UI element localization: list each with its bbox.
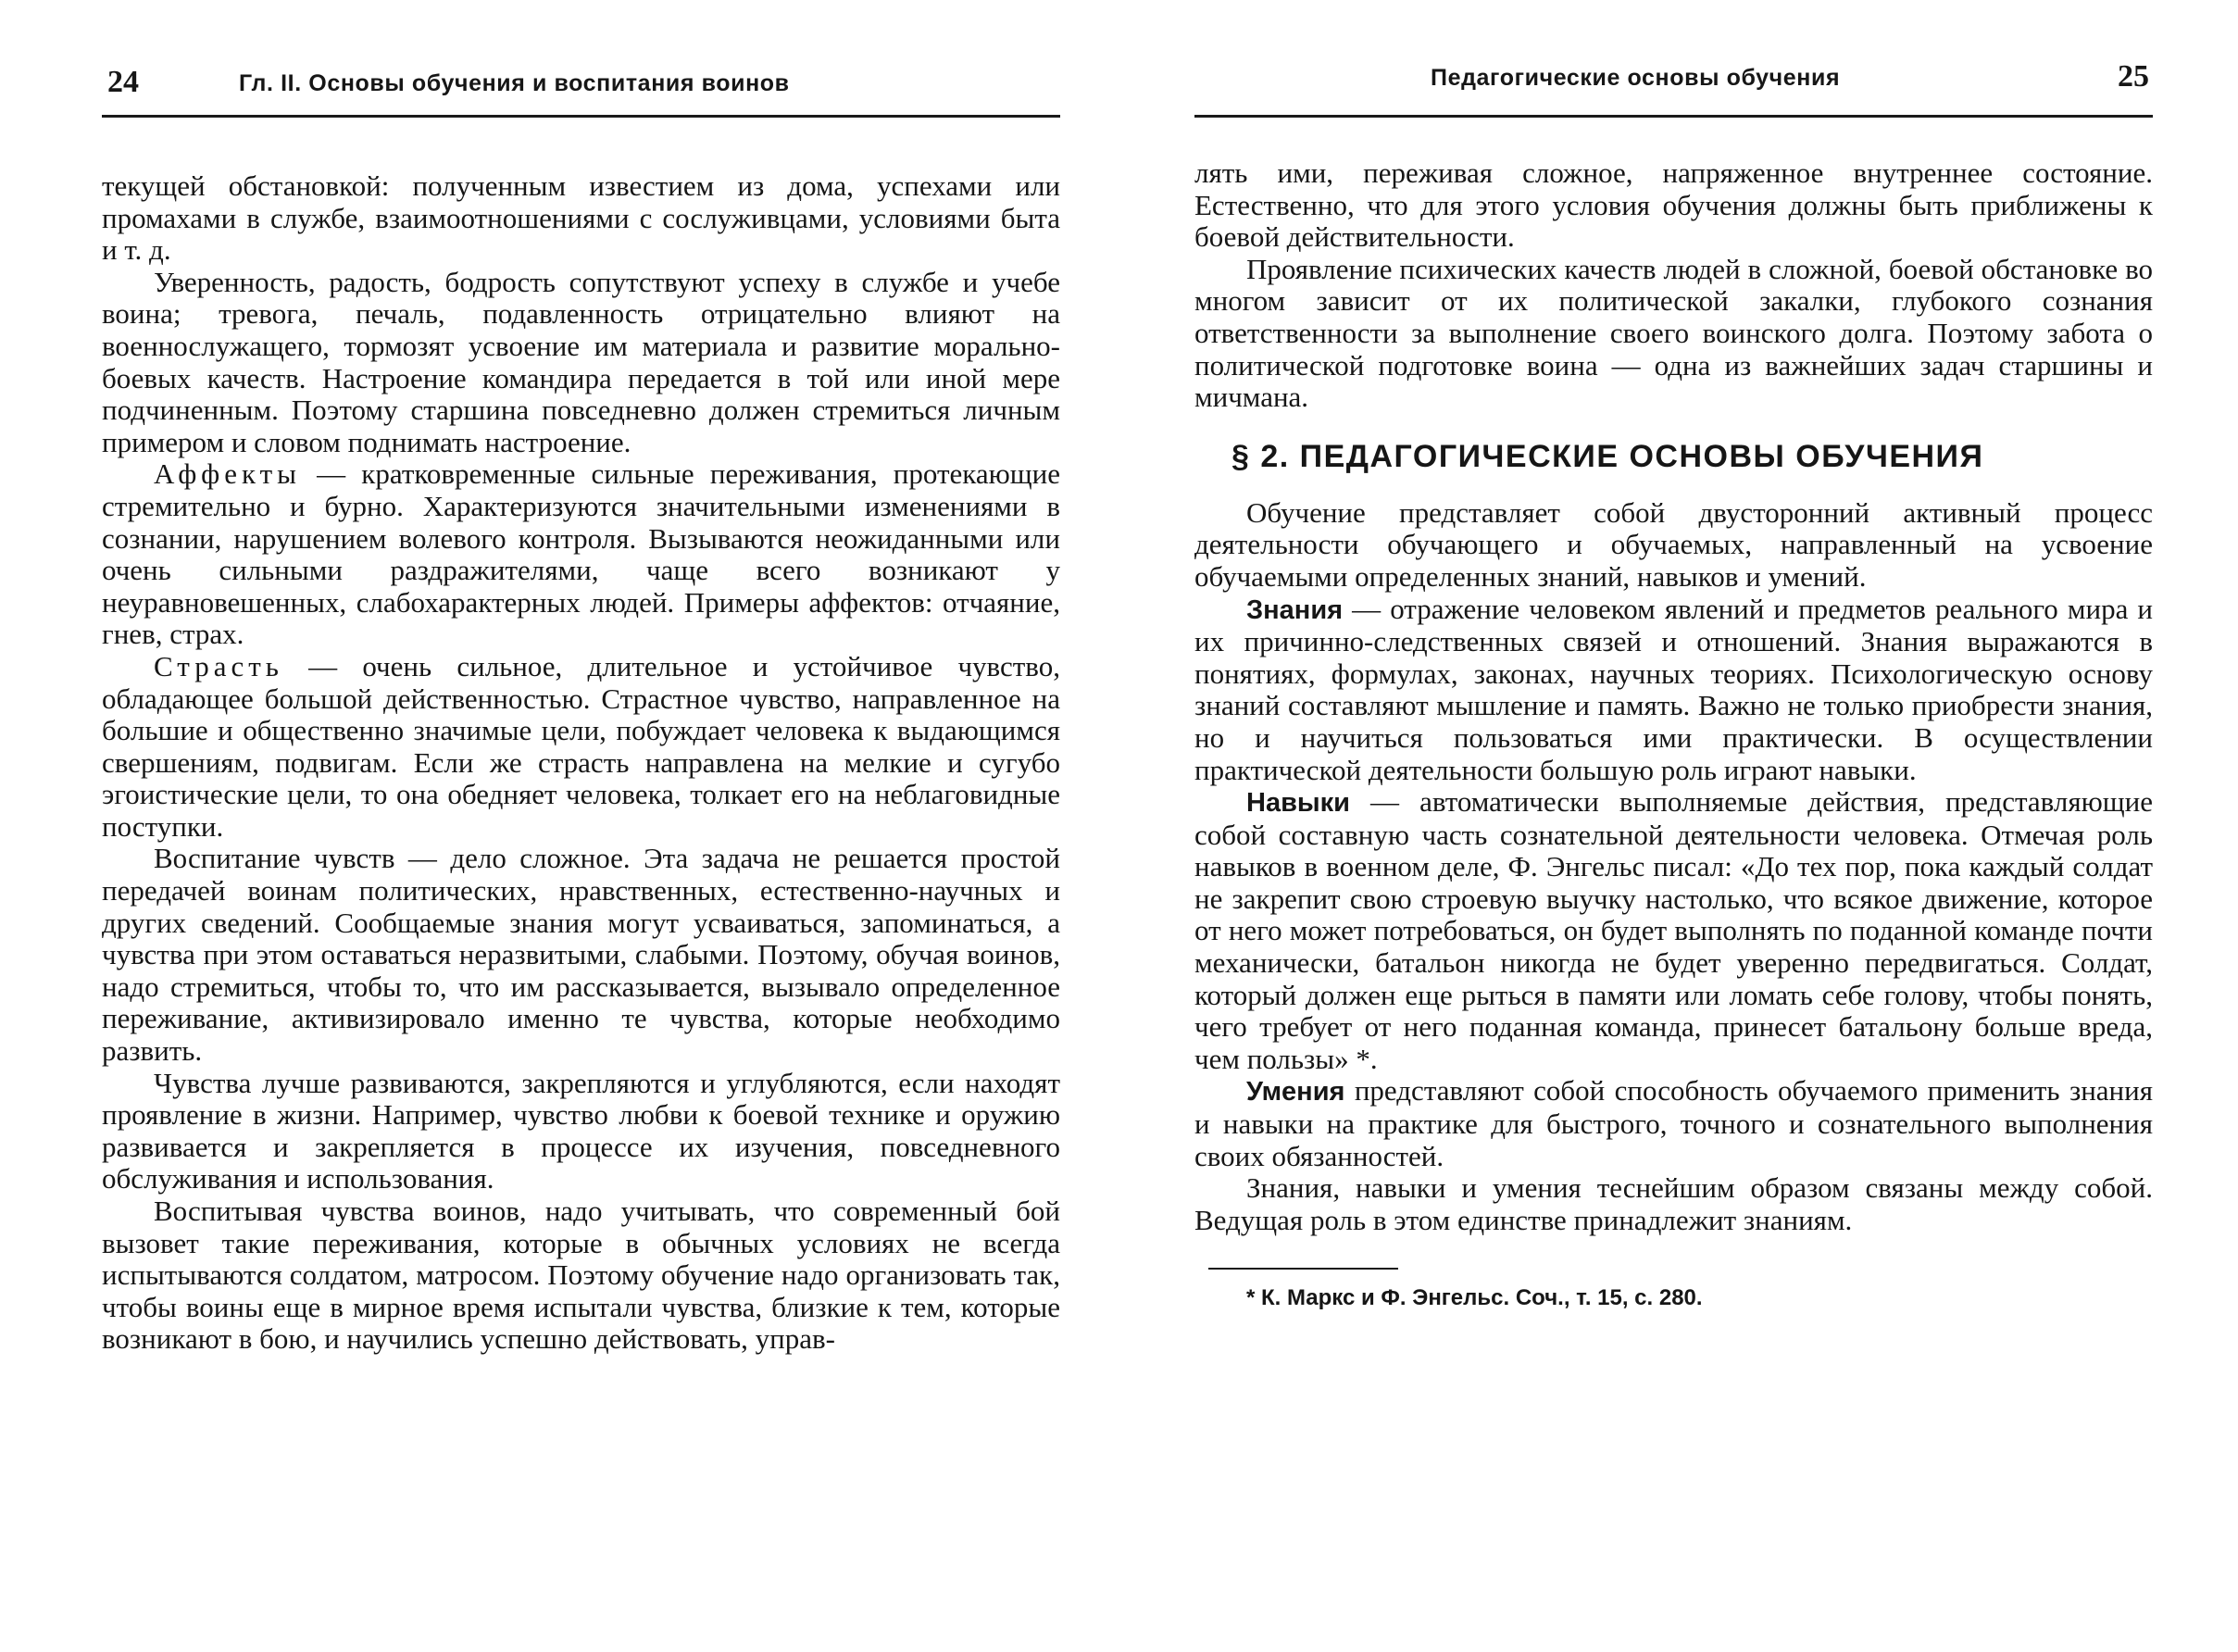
paragraph-text: представляют собой способность обучаемого применить знания и навыки на практике для быстрого, точного и сознательного выполнения своих обязанностей. (1194, 1074, 2153, 1172)
paragraph-text: — кратковременные сильные переживания, протекающие стремительно и бурно. Характеризуются значительными изменениями в сознании, нарушением волевого контроля. Вызываются неожиданными или очень сильными раздражителями, чаще всего возникают у неуравновешенных, слабохарактерных людей. Примеры аффектов: отчаяние, гнев, страх. (102, 457, 1060, 651)
footnote: * К. Маркс и Ф. Энгельс. Соч., т. 15, с. 280. (1246, 1285, 1703, 1311)
term-abilities: Умения (1246, 1077, 1345, 1108)
term-knowledge: Знания (1246, 594, 1344, 625)
paragraph (102, 651, 1060, 844)
term-passion: Страсть (154, 649, 283, 682)
footnote-rule (1208, 1268, 1398, 1270)
left-page-number: 24 (107, 65, 139, 99)
left-running-head (102, 57, 1060, 118)
paragraph-text: — автоматически выполняемые действия, представляющие собой составную часть сознательной деятельности человека. Отмечая роль навыков в военном деле, Ф. Энгельс писал: «До тех пор, пока каждый солдат не закрепит свою строевую выучку настолько, что всякое движение, которое от него может потребоваться, он будет выполнять по поданной команде почти механически, батальон никогда не будет уверенно передвигаться. Солдат, который должен еще рыться в памяти или ломать себе голову, чтобы понять, чего требует от него поданная команда, принесет батальону больше вреда, чем пользы» *. (1194, 785, 2153, 1075)
paragraph (1194, 786, 2153, 1075)
paragraph (1194, 594, 2153, 787)
paragraph: Обучение представляет собой двусторонний активный процесс деятельности обучающего и обучаемых, направленный на усвоение обучаемыми определенных знаний, навыков и умений. (1194, 495, 2153, 593)
left-running-head-title: Гл. II. Основы обучения и воспитания воинов (239, 70, 790, 96)
paragraph: текущей обстановкой: полученным известием из дома, успехами или промахами в службе, взаимоотношениями с сослуживцами, условиями быта и т. д. (102, 169, 1060, 267)
paragraph: Воспитание чувств — дело сложное. Эта задача не решается простой передачей воинам политических, нравственных, естественно-научных и других сведений. Сообщаемые знания могут усваиваться, запоминаться, а чувства при этом оставаться неразвитыми, слабыми. Поэтому, обучая воинов, надо стремиться, чтобы то, что им рассказывается, вызывало определенное переживание, активизировало именно те чувства, которые необходимо развить. (102, 842, 1060, 1068)
right-running-head (1194, 57, 2153, 118)
right-page (1194, 0, 2153, 1652)
paragraph: лять ими, переживая сложное, напряженное внутреннее состояние. Естественно, что для этого условия обучения должны быть приближены к боевой действительности. (1194, 156, 2153, 254)
right-page-number: 25 (2118, 59, 2149, 94)
paragraph-text: — отражение человеком явлений и предметов реального мира и их причинно-следственных связей и отношений. Знания выражаются в понятиях, формулах, законах, научных теориях. Психологическую основу знаний составляют мышление и память. Важно не только приобрести знания, но и научиться пользоваться ими практически. В осуществлении практической деятельности большую роль играют навыки. (1194, 592, 2153, 786)
paragraph (1194, 1075, 2153, 1172)
paragraph: Воспитывая чувства воинов, надо учитывать, что современный бой вызовет такие переживания, которые в обычных условиях не всегда испытываются солдатом, матросом. Поэтому обучение надо организовать так, чтобы воины еще в мирное время испытали чувства, близкие к тем, которые возникают в бою, и научились успешно действовать, управ- (102, 1195, 1060, 1356)
paragraph: Уверенность, радость, бодрость сопутствуют успеху в службе и учебе воина; тревога, печаль, подавленность отрицательно влияют на военнослужащего, тормозят усвоение им материала и развитие морально-боевых качеств. Настроение командира передается в той или иной мере подчиненным. Поэтому старшина повседневно должен стремиться личным примером и словом поднимать настроение. (102, 265, 1060, 458)
section-heading: § 2. ПЕДАГОГИЧЕСКИЕ ОСНОВЫ ОБУЧЕНИЯ (1232, 438, 1984, 474)
right-running-head-title: Педагогические основы обучения (1431, 65, 1841, 91)
paragraph: Проявление психических качеств людей в сложной, боевой обстановке во многом зависит от их политической закалки, глубокого сознания ответственности за выполнение своего воинского долга. Поэтому забота о политической подготовке воина — одна из важнейших задач старшины и мичмана. (1194, 252, 2153, 414)
paragraph (102, 458, 1060, 651)
term-skills: Навыки (1246, 788, 1351, 819)
term-affects: Аффекты (154, 457, 301, 491)
paragraph-text: — очень сильное, длительное и устойчивое чувство, обладающее большой действенностью. Страстное чувство, направленное на большие и общественно значимые цели, побуждает человека к выдающимся свершениям, подвигам. Если же страсть направлена на мелкие и сугубо эгоистические цели, то она обедняет человека, толкает его на неблаговидные поступки. (102, 649, 1060, 843)
left-page (102, 0, 1060, 1652)
paragraph: Чувства лучше развиваются, закрепляются и углубляются, если находят проявление в жизни. Например, чувство любви к боевой технике и оружию развивается и закрепляется в процессе их изучения, повседневного обслуживания и использования. (102, 1066, 1060, 1195)
right-body-text (1194, 157, 2153, 1312)
left-body-text (102, 170, 1060, 1356)
paragraph: Знания, навыки и умения теснейшим образом связаны между собой. Ведущая роль в этом единстве принадлежит знаниям. (1194, 1171, 2153, 1236)
